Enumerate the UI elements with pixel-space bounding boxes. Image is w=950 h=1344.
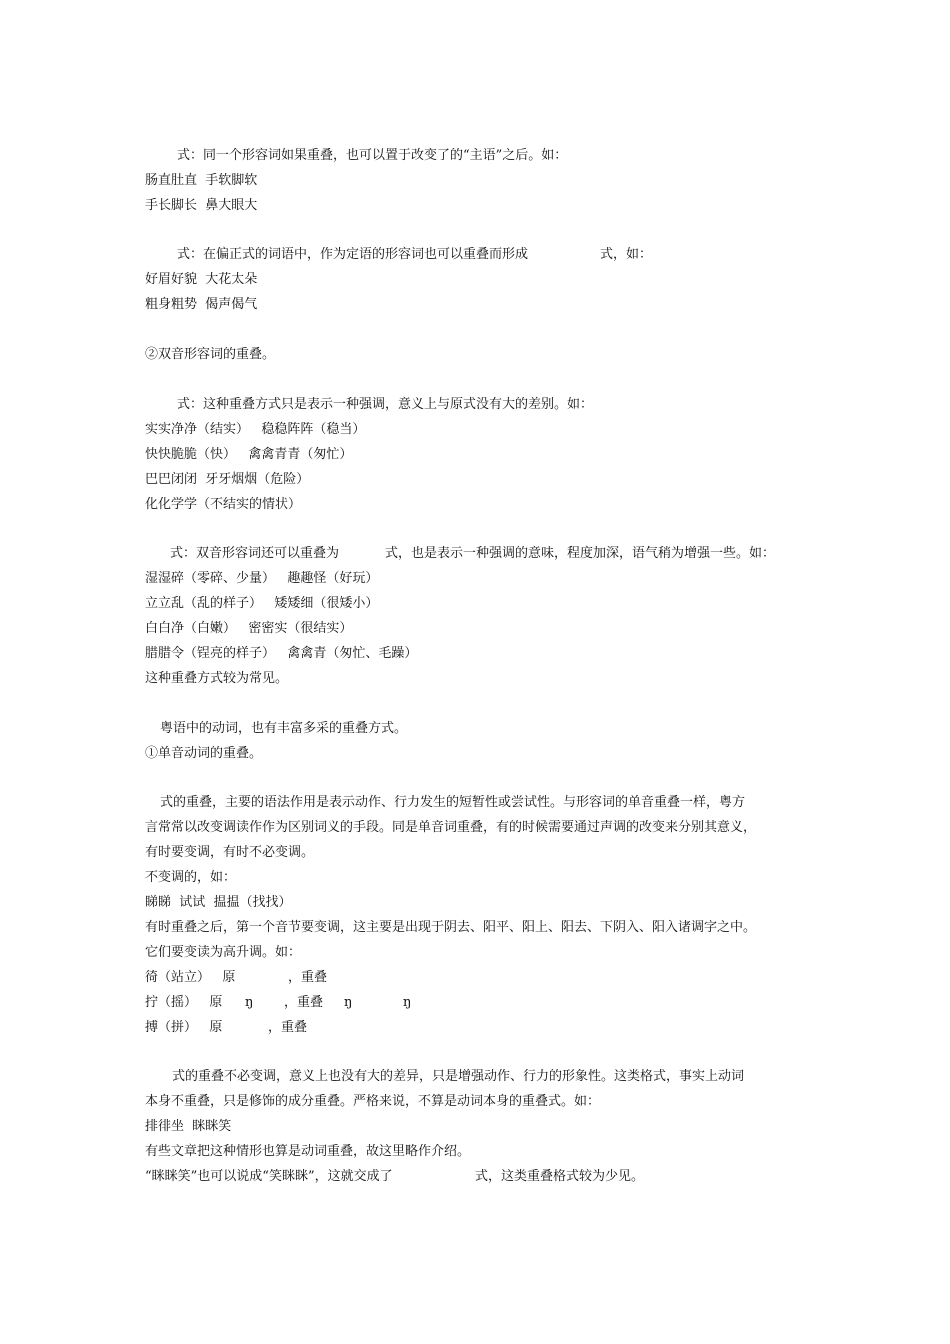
example-line: 搏（拼） 原 — [145, 1020, 223, 1035]
example-line: 实实净净（结实） 稳稳阵阵（稳当） — [145, 422, 366, 437]
example-line-tail: ，重叠 — [288, 970, 328, 985]
example-line: 腊腊令（锃亮的样子） 禽禽青（匆忙、毛躁） — [145, 646, 418, 661]
example-line: 快快脆脆（快） 禽禽青青（匆忙） — [145, 447, 353, 462]
example-line: 立立乱（乱的样子） 矮矮细（很矮小） — [145, 596, 379, 611]
paragraph-line: 式：同一个形容词如果重叠，也可以置于改变了的“主语”之后。如： — [177, 148, 568, 163]
example-line: 肠直肚直 手软脚软 — [145, 173, 258, 188]
paragraph-line: 式的重叠，主要的语法作用是表示动作、行力发生的短暂性或尝试性。与形容词的单音重叠一样，粤方 — [160, 795, 746, 810]
example-line: 白白净（白嫩） 密密实（很结实） — [145, 621, 353, 636]
example-line: 粗身粗势 偈声偈气 — [145, 297, 258, 312]
example-line: 拧（摇） 原 — [145, 995, 223, 1010]
paragraph-line: “眯眯笑”也可以说成“笑眯眯”，这就交成了 — [145, 1169, 393, 1184]
paragraph-line-tail: 式，如： — [600, 247, 653, 262]
paragraph-line: 式：这种重叠方式只是表示一种强调，意义上与原式没有大的差别。如： — [177, 397, 594, 412]
paragraph-line: 式的重叠不必变调，意义上也没有大的差异，只是增强动作、行力的形象性。这类格式，事实上动词 — [172, 1069, 745, 1084]
example-line: 排徘坐 眯眯笑 — [145, 1119, 232, 1134]
example-line-tail: ，重叠 — [284, 995, 324, 1010]
example-line: 好眉好貌 大花太朵 — [145, 272, 258, 287]
paragraph-line: 它们要变读为高升调。如： — [145, 945, 302, 960]
paragraph-line: 有时要变调，有时不必变调。 — [145, 845, 315, 860]
example-line: 巴巴闭闭 牙牙烟烟（危险） — [145, 472, 310, 487]
example-line: 手长脚长 鼻大眼大 — [145, 198, 258, 213]
example-line: 徛（站立） 原 — [145, 970, 236, 985]
paragraph-line: 有时重叠之后，第一个音节要变调，这主要是出现于阴去、阳平、阳上、阳去、下阴入、阳入诸调字之中。 — [145, 920, 757, 935]
paragraph-line: 这种重叠方式较为常见。 — [145, 671, 289, 686]
phonetic-symbol: ŋ — [344, 995, 353, 1010]
paragraph-line: 言常常以改变调读作作为区别词义的手段。同是单音词重叠，有的时候需要通过声调的改变来分别其意义， — [145, 820, 757, 835]
example-line-tail: ，重叠 — [268, 1020, 308, 1035]
paragraph-line: 本身不重叠，只是修饰的成分重叠。严格来说，不算是动词本身的重叠式。如： — [145, 1094, 601, 1109]
paragraph-line: 不变调的，如： — [145, 870, 237, 885]
section-heading: ②双音形容词的重叠。 — [145, 347, 276, 362]
paragraph-line: 式：在偏正式的词语中，作为定语的形容词也可以重叠而形成 — [177, 247, 529, 262]
paragraph-line-tail: 式，这类重叠格式较为少见。 — [475, 1169, 645, 1184]
paragraph-line: 有些文章把这种情形也算是动词重叠，故这里略作介绍。 — [145, 1144, 471, 1159]
phonetic-symbol: ŋ — [245, 995, 254, 1010]
paragraph-line: 式：双音形容词还可以重叠为 — [170, 546, 340, 561]
paragraph-line-tail: 式，也是表示一种强调的意味，程度加深，语气稍为增强一些。如： — [385, 546, 776, 561]
paragraph-line: 粤语中的动词，也有丰富多采的重叠方式。 — [160, 721, 408, 736]
section-heading: ①单音动词的重叠。 — [145, 746, 263, 761]
phonetic-symbol: ŋ — [403, 995, 412, 1010]
example-line: 化化学学（不结实的情状） — [145, 497, 302, 512]
example-line: 湿湿碎（零碎、少量） 趣趣怪（好玩） — [145, 571, 379, 586]
example-line: 睇睇 试试 揾揾（找找） — [145, 895, 292, 910]
